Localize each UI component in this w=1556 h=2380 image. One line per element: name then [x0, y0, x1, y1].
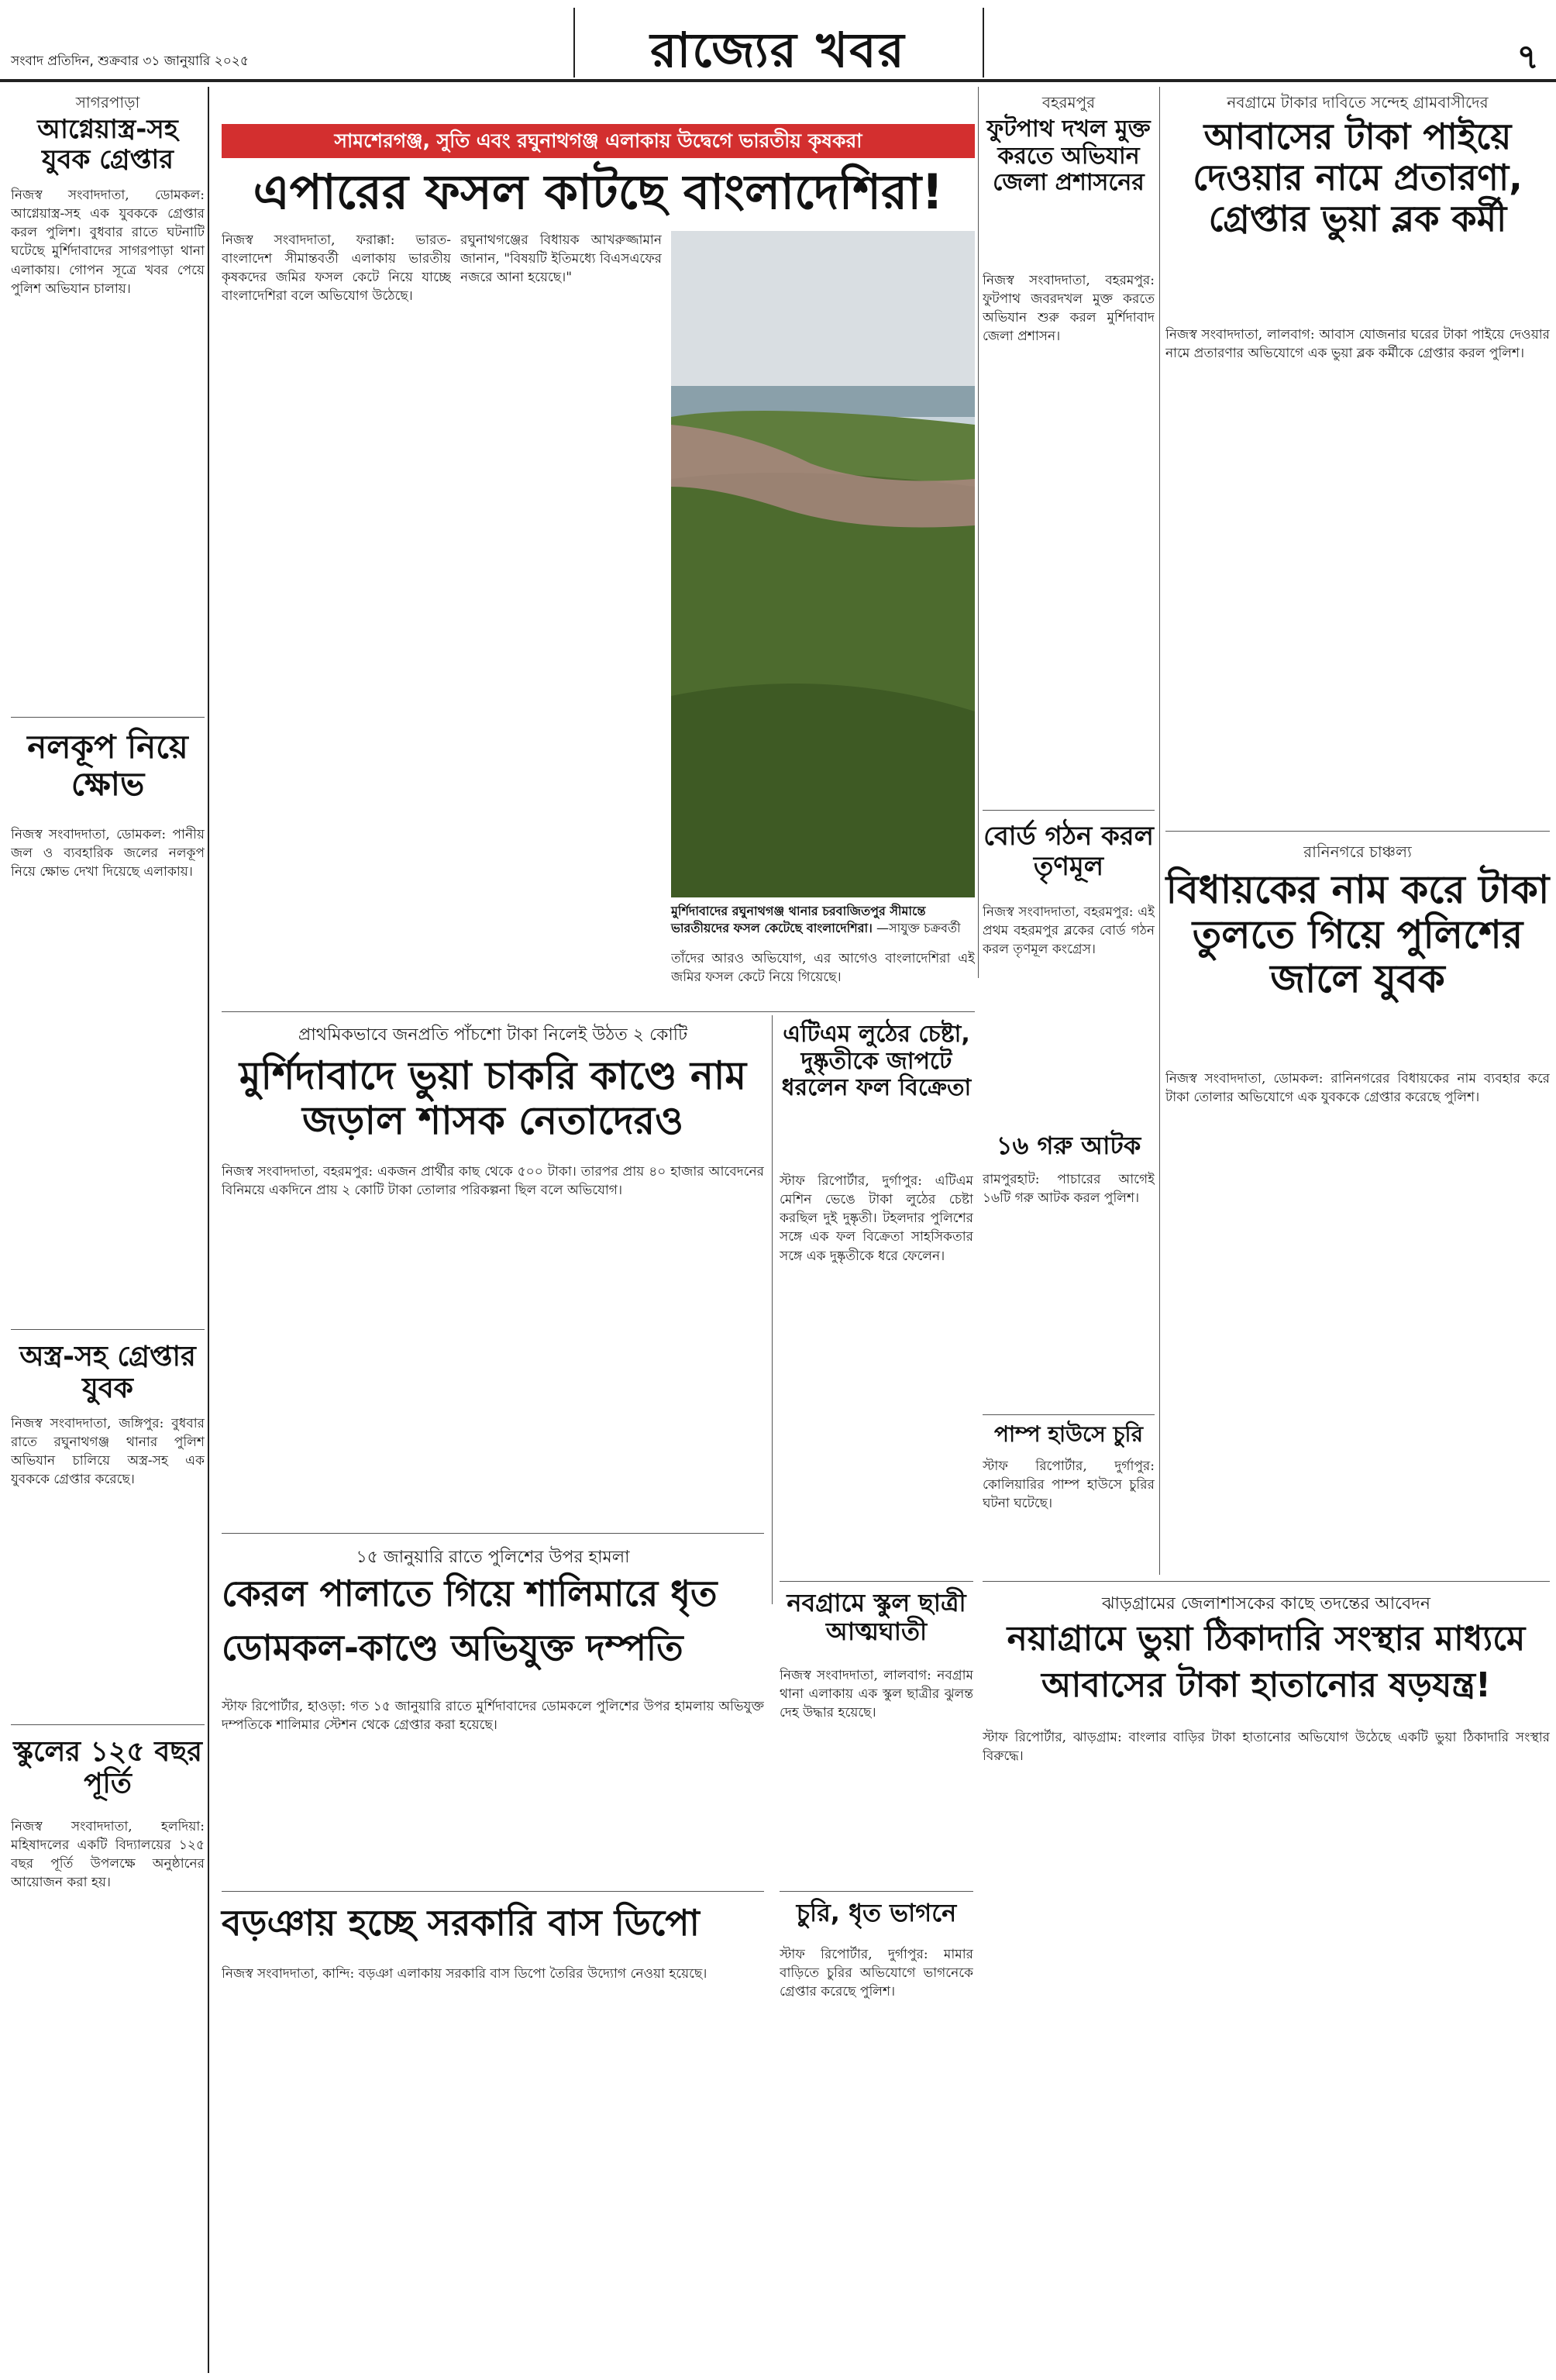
headline: আবাসের টাকা পাইয়ে দেওয়ার নামে প্রতারণা, গ্রেপ্তার ভুয়া ব্লক কর্মী [1193, 115, 1523, 239]
crop-field-photo [671, 231, 975, 897]
kicker: প্রাথমিকভাবে জনপ্রতি পাঁচশো টাকা নিলেই উঠত ২ কোটি [298, 1025, 688, 1045]
article-divider [222, 1533, 764, 1534]
kicker: ঝাড়গ্রামের জেলাশাসকের কাছে তদন্তের আবেদন [1102, 1594, 1430, 1614]
headline: আবাসের টাকা হাতানোর ষড়যন্ত্র! [1041, 1665, 1491, 1705]
article-body: নিজস্ব সংবাদদাতা, ডোমকল: পানীয় জল ও ব্যবহারিক জলের নলকূপ নিয়ে ক্ষোভ দেখা দিয়েছে এলাকায়। [11, 827, 205, 880]
article-body: নিজস্ব সংবাদদাতা, লালবাগ: আবাস যোজনার ঘরের টাকা পাইয়ে দেওয়ার নামে প্রতারণার অভিযোগে এক ভুয়া ব্লক কর্মীকে গ্রেপ্তার করল পুলিশ। [1165, 327, 1550, 362]
article-body: নিজস্ব সংবাদদাতা, বহরমপুর: এই প্রথম বহরমপুর ব্লকের বোর্ড গঠন করল তৃণমূল কংগ্রেস। [983, 904, 1155, 958]
masthead-rule [0, 79, 1556, 82]
article-body: নিজস্ব সংবাদদাতা, ডোমকল: আগ্নেয়াস্ত্র-সহ এক যুবককে গ্রেপ্তার করল পুলিশ। বুধবার রাতে ঘটনাটি ঘটেছে মুর্শিদাবাদের সাগরপাড়া থানা এলাকায়। গোপন সূত্রে খবর পেয়ে পুলিশ অভিযান চালায়। [11, 188, 205, 297]
headline: নলকূপ নিয়ে ক্ষোভ [27, 728, 188, 804]
column-divider [1159, 87, 1160, 1575]
column-divider [772, 1015, 773, 1604]
kicker: বহরমপুর [1041, 93, 1096, 112]
article-body: রঘুনাথগঞ্জের বিধায়ক আখরুজ্জামান জানান, "বিষয়টি ইতিমধ্যে বিএসএফের নজরে আনা হয়েছে।" [460, 232, 662, 286]
article-divider [780, 1581, 973, 1582]
headline: কেরল পালাতে গিয়ে শালিমারে ধৃত [222, 1572, 718, 1614]
article-divider [983, 810, 1155, 811]
article-divider [1165, 831, 1550, 832]
headline: ফুটপাথ দখল মুক্ত করতে অভিযান জেলা প্রশাসনের [986, 115, 1151, 196]
article-body: নিজস্ব সংবাদদাতা, ডোমকল: রানিনগরের বিধায়কের নাম ব্যবহার করে টাকা তোলার অভিযোগে এক যুবককে গ্রেপ্তার করেছে পুলিশ। [1165, 1071, 1550, 1106]
column-divider [978, 87, 979, 978]
kicker: রানিনগরে চাঞ্চল্য [1303, 842, 1412, 861]
masthead-divider-left [573, 8, 575, 77]
page-number: ৭ [1516, 37, 1539, 77]
headline: পাম্প হাউসে চুরি [994, 1421, 1143, 1447]
masthead-divider-right [983, 8, 984, 77]
headline: বিধায়কের নাম করে টাকা তুলতে গিয়ে পুলিশের জালে যুবক [1165, 867, 1550, 1001]
article-body: স্টাফ রিপোর্টার, দুর্গাপুর: এটিএম মেশিন ভেঙে টাকা লুঠের চেষ্টা করছিল দুই দুষ্কৃতী। টহলদার পুলিশের সঙ্গে এক ফল বিক্রেতা সাহসিকতার সঙ্গে এক দুষ্কৃতীকে ধরে ফেলেন। [780, 1173, 973, 1264]
article-divider [11, 1329, 205, 1330]
article-body: নিজস্ব সংবাদদাতা, লালবাগ: নবগ্রাম থানা এলাকায় এক স্কুল ছাত্রীর ঝুলন্ত দেহ উদ্ধার হয়েছে। [780, 1668, 973, 1721]
kicker: সাগরপাড়া [75, 93, 140, 112]
article-divider [222, 1891, 764, 1892]
article-body: স্টাফ রিপোর্টার, দুর্গাপুর: মামার বাড়িতে চুরির অভিযোগে ভাগনেকে গ্রেপ্তার করেছে পুলিশ। [780, 1947, 973, 2000]
article-divider [222, 1011, 975, 1012]
photo-caption [671, 903, 975, 936]
headline: মুর্শিদাবাদে ভুয়া চাকরি কাণ্ডে নাম জড়াল শাসক নেতাদেরও [239, 1053, 747, 1143]
article-body: স্টাফ রিপোর্টার, হাওড়া: গত ১৫ জানুয়ারি রাতে মুর্শিদাবাদের ডোমকলে পুলিশের উপর হামলায় অভিযুক্ত দম্পতিকে শালিমার স্টেশন থেকে গ্রেপ্তার করা হয়েছে। [222, 1699, 764, 1734]
article-body: নিজস্ব সংবাদদাতা, হলদিয়া: মহিষাদলের একটি বিদ্যালয়ের ১২৫ বছর পূর্তি উপলক্ষে অনুষ্ঠানের আয়োজন করা হয়। [11, 1819, 205, 1891]
caption-credit: —সাযুক্ত চক্রবর্তী [876, 920, 961, 935]
headline: ডোমকল-কাণ্ডে অভিযুক্ত দম্পতি [222, 1627, 683, 1669]
main-headline: এপারের ফসল কাটছে বাংলাদেশিরা! [253, 164, 944, 220]
article-body: নিজস্ব সংবাদদাতা, জঙ্গিপুর: বুধবার রাতে রঘুনাথগঞ্জ থানার পুলিশ অভিযান চালিয়ে অস্ত্র-সহ এক যুবককে গ্রেপ্তার করেছে। [11, 1416, 205, 1488]
main-story-kicker: সামশেরগঞ্জ, সুতি এবং রঘুনাথগঞ্জ এলাকায় উদ্বেগে ভারতীয় কৃষকরা [222, 124, 975, 158]
headline: বোর্ড গঠন করল তৃণমূল [983, 821, 1154, 883]
caption-text: মুর্শিদাবাদের রঘুনাথগঞ্জ থানার চরবাজিতপুর সীমান্তে ভারতীয়দের ফসল কেটেছে বাংলাদেশিরা। [671, 904, 926, 935]
headline: অস্ত্র-সহ গ্রেপ্তার যুবক [19, 1341, 196, 1405]
headline: ১৬ গরু আটক [996, 1131, 1141, 1160]
kicker: নবগ্রামে টাকার দাবিতে সন্দেহ গ্রামবাসীদের [1227, 93, 1489, 112]
headline: চুরি, ধৃত ভাগনে [796, 1898, 957, 1927]
article-divider [11, 1724, 205, 1725]
headline: নবগ্রামে স্কুল ছাত্রী আত্মঘাতী [787, 1588, 966, 1646]
article-body: স্টাফ রিপোর্টার, ঝাড়গ্রাম: বাংলার বাড়ির টাকা হাতানোর অভিযোগ উঠেছে একটি ভুয়া ঠিকাদারি সংস্থার বিরুদ্ধে। [983, 1730, 1550, 1765]
article-body: নিজস্ব সংবাদদাতা, ফরাক্কা: ভারত-বাংলাদেশ সীমান্তবর্তী এলাকায় ভারতীয় কৃষকদের জমির ফসল কেটে নিয়ে যাচ্ছে বাংলাদেশিরা বলে অভিযোগ উঠেছে। [222, 232, 451, 305]
article-body: তাঁদের আরও অভিযোগ, এর আগেও বাংলাদেশিরা এই জমির ফসল কেটে নিয়ে গিয়েছে। [671, 951, 975, 986]
page-title: রাজ্যের খবর [650, 22, 906, 78]
article-body: নিজস্ব সংবাদদাতা, বহরমপুর: একজন প্রার্থীর কাছ থেকে ৫০০ টাকা। তারপর প্রায় ৪০ হাজার আবেদনের বিনিময়ে একদিনে প্রায় ২ কোটি টাকা তোলার পরিকল্পনা ছিল বলে অভিযোগ। [222, 1164, 764, 1199]
article-divider [983, 1581, 1550, 1582]
article-body: নিজস্ব সংবাদদাতা, বহরমপুর: ফুটপাথ জবরদখল মুক্ত করতে অভিযান শুরু করল মুর্শিদাবাদ জেলা প্রশাসন। [983, 273, 1155, 345]
headline: স্কুলের ১২৫ বছর পূর্তি [13, 1736, 202, 1800]
article-divider [780, 1891, 973, 1892]
article-body: স্টাফ রিপোর্টার, দুর্গাপুর: কোলিয়ারির পাম্প হাউসে চুরির ঘটনা ঘটেছে। [983, 1459, 1155, 1512]
article-body: রামপুরহাট: পাচারের আগেই ১৬টি গরু আটক করল পুলিশ। [983, 1172, 1155, 1207]
article-divider [11, 717, 205, 718]
column-divider [208, 87, 209, 2373]
article-body: নিজস্ব সংবাদদাতা, কান্দি: বড়ঞা এলাকায় সরকারি বাস ডিপো তৈরির উদ্যোগ নেওয়া হয়েছে। [222, 1966, 707, 1982]
headline: নয়াগ্রামে ভুয়া ঠিকাদারি সংস্থার মাধ্যমে [1007, 1619, 1526, 1658]
headline: বড়ঞায় হচ্ছে সরকারি বাস ডিপো [222, 1902, 700, 1944]
issue-date: সংবাদ প্রতিদিন, শুক্রবার ৩১ জানুয়ারি ২০২৫ [11, 53, 249, 69]
headline: এটিএম লুঠের চেষ্টা, দুষ্কৃতীকে জাপটে ধরলেন ফল বিক্রেতা [781, 1021, 972, 1101]
kicker: ১৫ জানুয়ারি রাতে পুলিশের উপর হামলা [356, 1548, 630, 1567]
headline: আগ্নেয়াস্ত্র-সহ যুবক গ্রেপ্তার [37, 114, 178, 176]
article-divider [983, 1414, 1155, 1415]
